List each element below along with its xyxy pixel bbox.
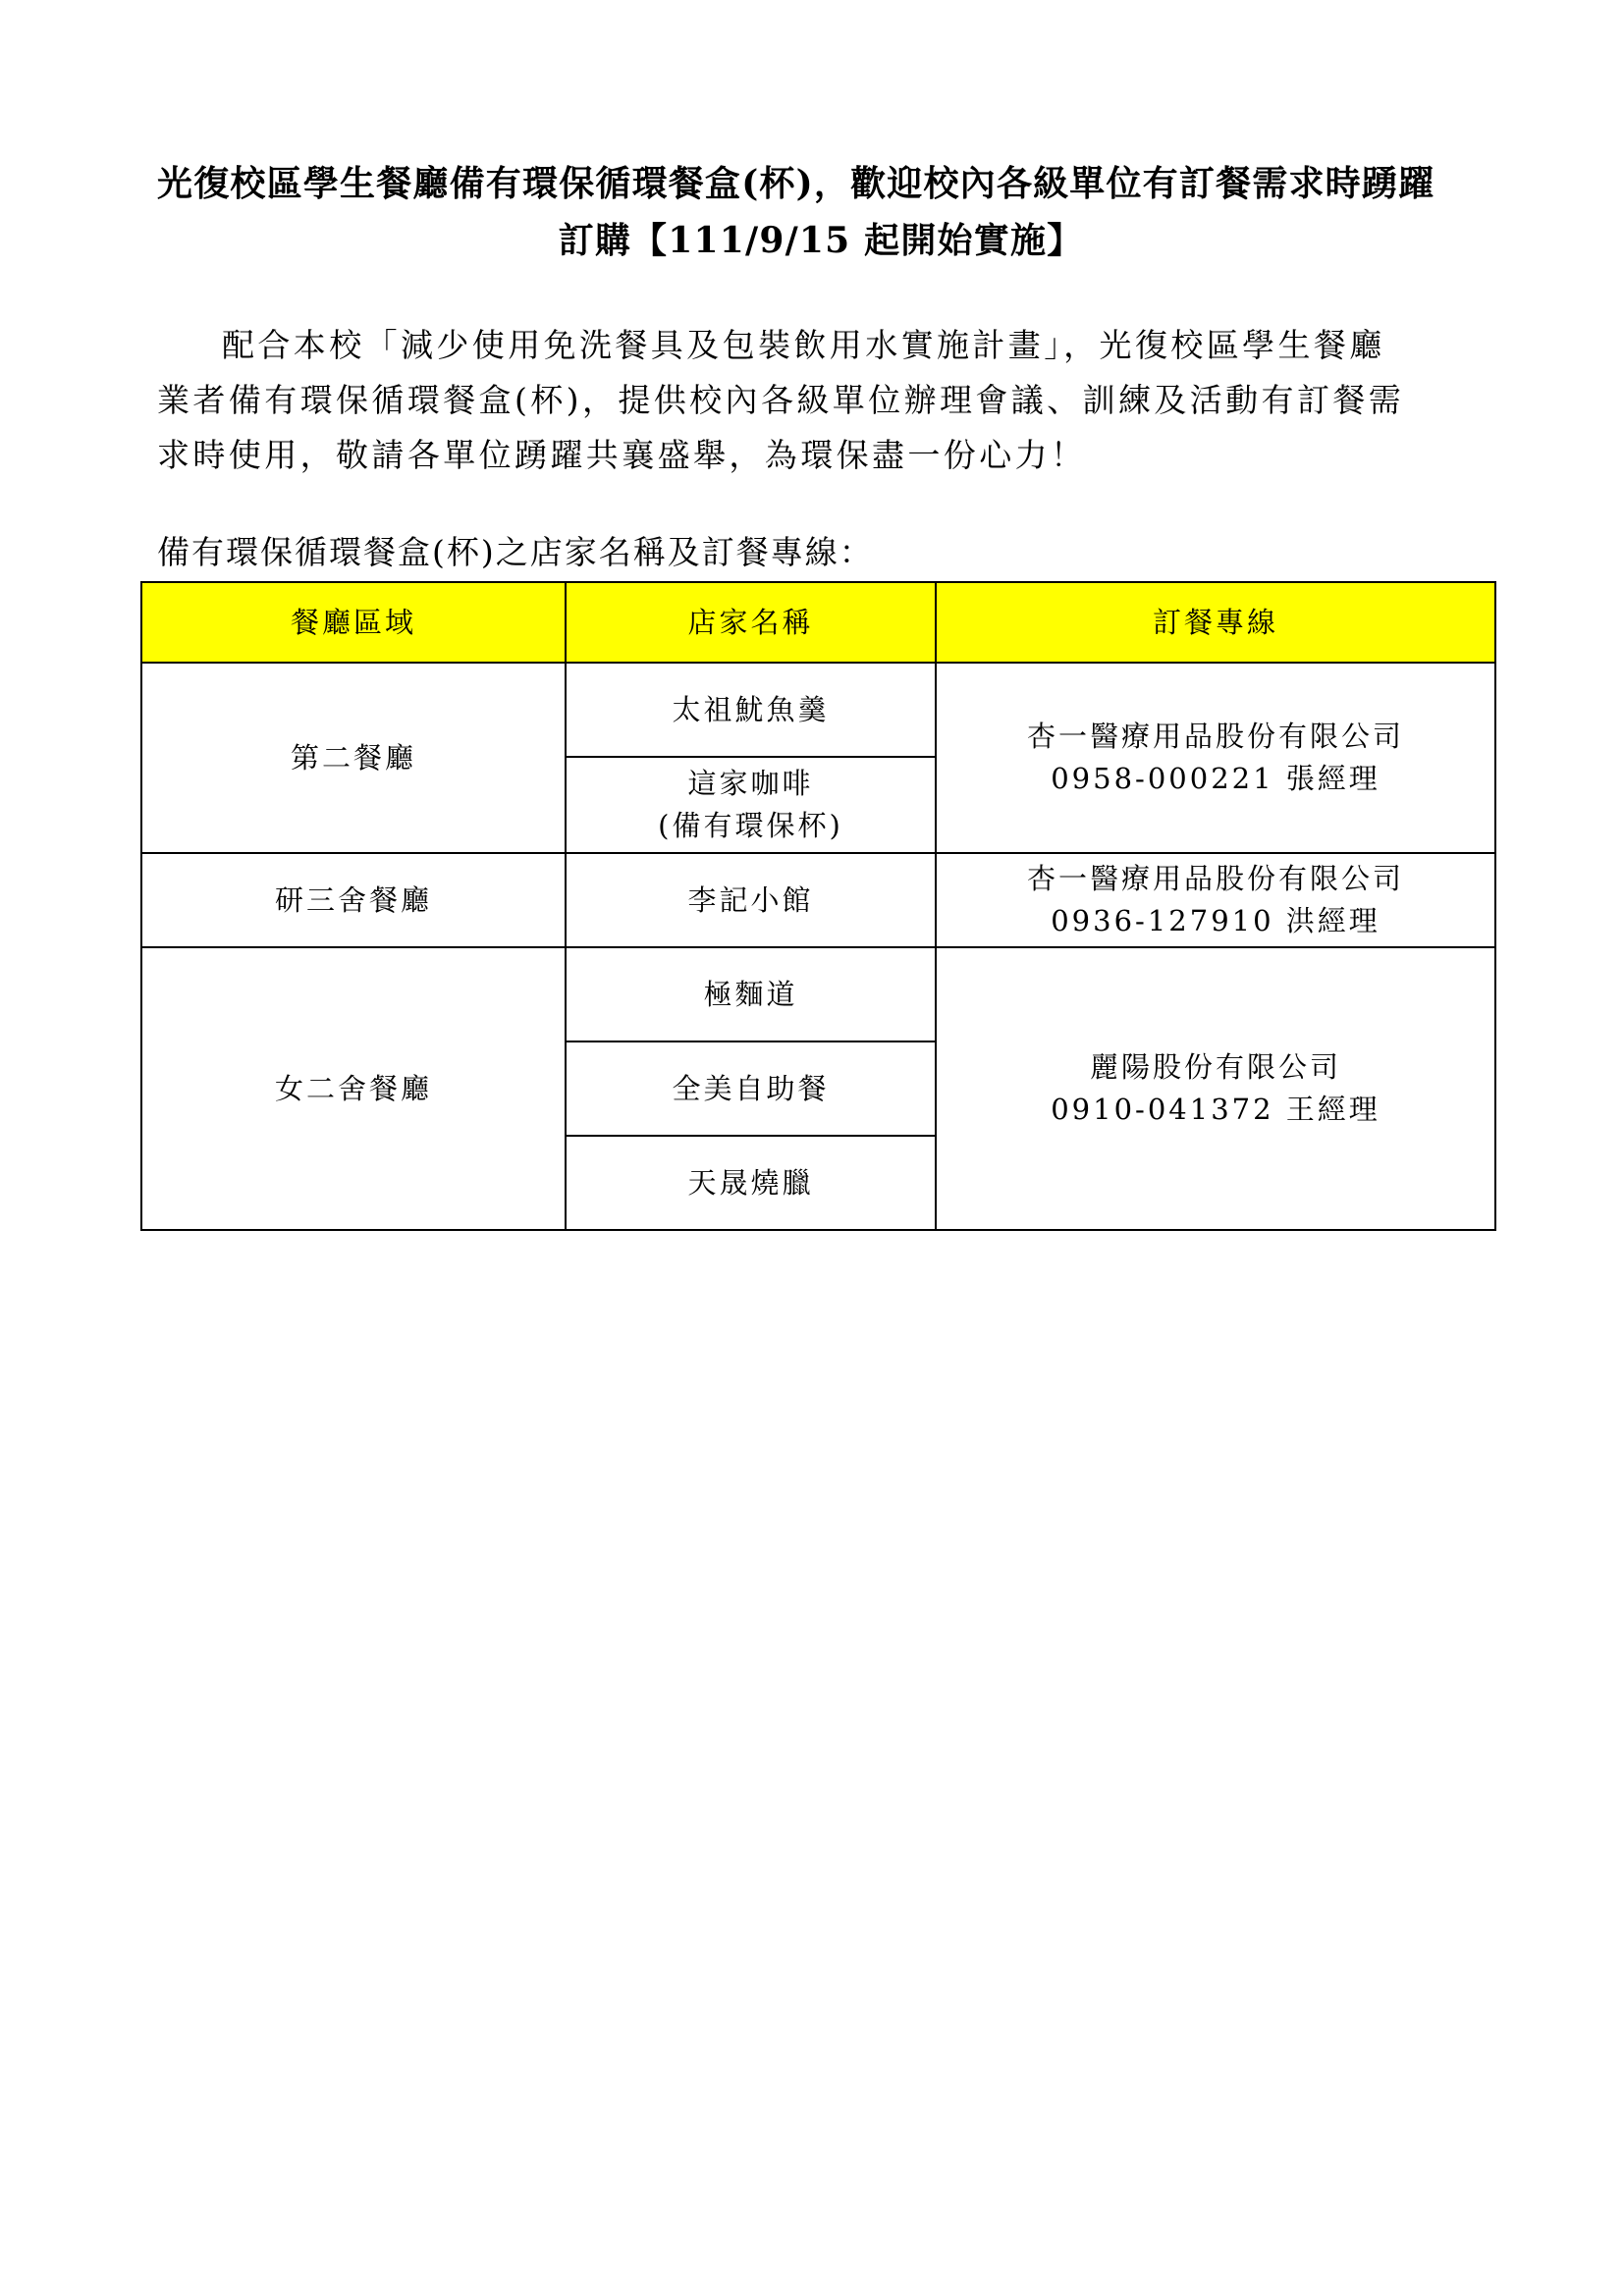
- table-caption: 備有環保循環餐盒(杯)之店家名稱及訂餐專線：: [157, 533, 874, 571]
- store-cell: [566, 757, 936, 853]
- title-line-1: 光復校區學生餐廳備有環保循環餐盒(杯)，歡迎校內各級單位有訂餐需求時踴躍: [157, 163, 1435, 204]
- table-header-row: [141, 582, 1495, 663]
- intro-line-3: 求時使用，敬請各單位踴躍共襄盛舉，為環保盡一份心力！: [157, 436, 1087, 474]
- store-cell: 李記小館: [566, 853, 936, 947]
- title-line-2: 訂購【111/9/15 起開始實施】: [558, 220, 1084, 261]
- store-cell: 天晟燒臘: [566, 1136, 936, 1230]
- store-note: (備有環保杯): [658, 809, 843, 842]
- store-cell: 極麵道: [566, 947, 936, 1041]
- contact-phone: 0936-127910 洪經理: [1051, 904, 1380, 937]
- contact-cell: [936, 947, 1495, 1230]
- table-row: [141, 947, 1495, 1041]
- store-cell: 太祖魷魚羹: [566, 663, 936, 757]
- contact-phone: 0958-000221 張經理: [1051, 762, 1380, 795]
- header-order-line: 訂餐專線: [936, 582, 1495, 663]
- store-cell: 全美自助餐: [566, 1041, 936, 1136]
- intro-line-2: 業者備有環保循環餐盒(杯)，提供校內各級單位辦理會議、訓練及活動有訂餐需: [157, 381, 1405, 419]
- area-cell: 第二餐廳: [141, 663, 566, 853]
- intro-line-1: 配合本校「減少使用免洗餐具及包裝飲用水實施計畫」，光復校區學生餐廳: [222, 326, 1385, 364]
- store-name: 這家咖啡: [687, 767, 814, 800]
- contact-cell: [936, 853, 1495, 947]
- area-cell: 女二舍餐廳: [141, 947, 566, 1230]
- contact-company: 杏一醫療用品股份有限公司: [1026, 720, 1404, 753]
- contact-cell: [936, 663, 1495, 853]
- area-cell: 研三舍餐廳: [141, 853, 566, 947]
- table-row: [141, 853, 1495, 947]
- contact-company: 麗陽股份有限公司: [1089, 1050, 1341, 1084]
- contact-company: 杏一醫療用品股份有限公司: [1026, 862, 1404, 895]
- order-table: [140, 581, 1496, 1231]
- document-title: [157, 155, 1485, 269]
- header-area: 餐廳區域: [141, 582, 566, 663]
- intro-paragraph: [157, 318, 1485, 483]
- table-row: [141, 663, 1495, 757]
- header-store-name: 店家名稱: [566, 582, 936, 663]
- contact-phone: 0910-041372 王經理: [1051, 1093, 1380, 1126]
